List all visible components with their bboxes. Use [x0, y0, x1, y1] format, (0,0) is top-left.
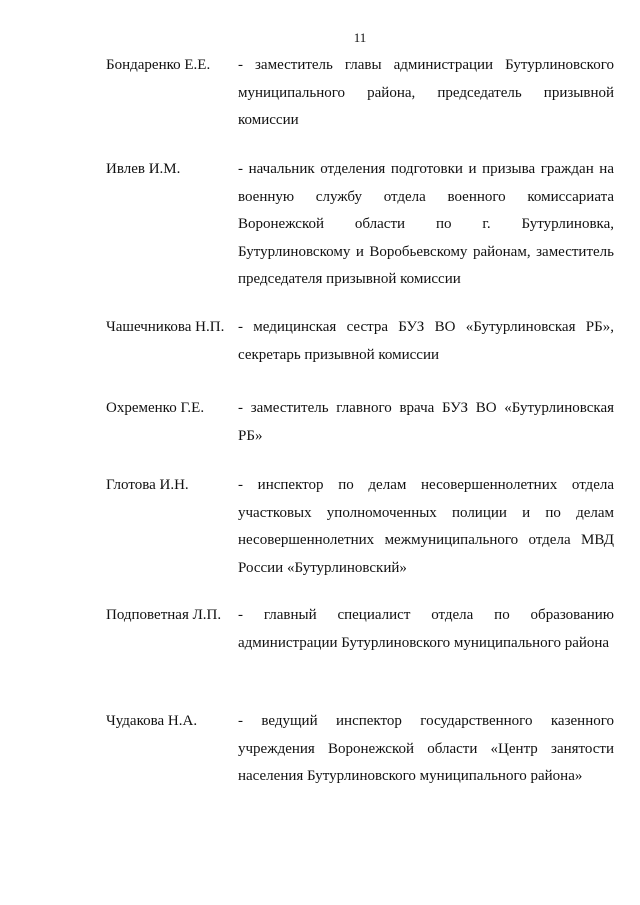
member-entry — [106, 395, 614, 450]
member-name: Подповетная Л.П. — [106, 607, 222, 623]
member-name: Охременко Г.Е. — [106, 400, 205, 416]
member-entry — [106, 52, 614, 135]
member-role: - медицинская сестра БУЗ ВО «Бутурлиновская РБ», секретарь призывной комиссии — [238, 319, 614, 363]
member-role: - заместитель главы администрации Бутурлиновского муниципального района, председатель призывной комиссии — [238, 57, 614, 128]
member-role: - заместитель главного врача БУЗ ВО «Бутурлиновская РБ» — [238, 400, 614, 444]
member-name: Ивлев И.М. — [106, 161, 181, 177]
member-role: - начальник отделения подготовки и призыва граждан на военную службу отдела военного комиссариата Воронежской области по г. Бутурлиновка, Бутурлиновскому и Воробьевскому районам, заместитель председателя призывной комиссии — [238, 161, 614, 287]
member-entry — [106, 156, 614, 294]
member-entry — [106, 314, 614, 369]
member-name: Чудакова Н.А. — [106, 713, 198, 729]
member-role: - инспектор по делам несовершеннолетних отдела участковых уполномоченных полиции и по делам несовершеннолетних межмуниципального отдела МВД России «Бутурлиновский» — [238, 477, 614, 576]
member-role: - ведущий инспектор государственного казенного учреждения Воронежской области «Центр занятости населения Бутурлиновского муниципального района» — [238, 713, 614, 784]
member-name: Чашечникова Н.П. — [106, 319, 225, 335]
page-number: 11 — [353, 30, 367, 45]
member-entry — [106, 472, 614, 582]
member-role: - главный специалист отдела по образованию администрации Бутурлиновского муниципального района — [238, 607, 614, 651]
member-entry — [106, 708, 614, 791]
member-name: Бондаренко Е.Е. — [106, 57, 211, 73]
member-entry — [106, 602, 614, 657]
member-name: Глотова И.Н. — [106, 477, 189, 493]
